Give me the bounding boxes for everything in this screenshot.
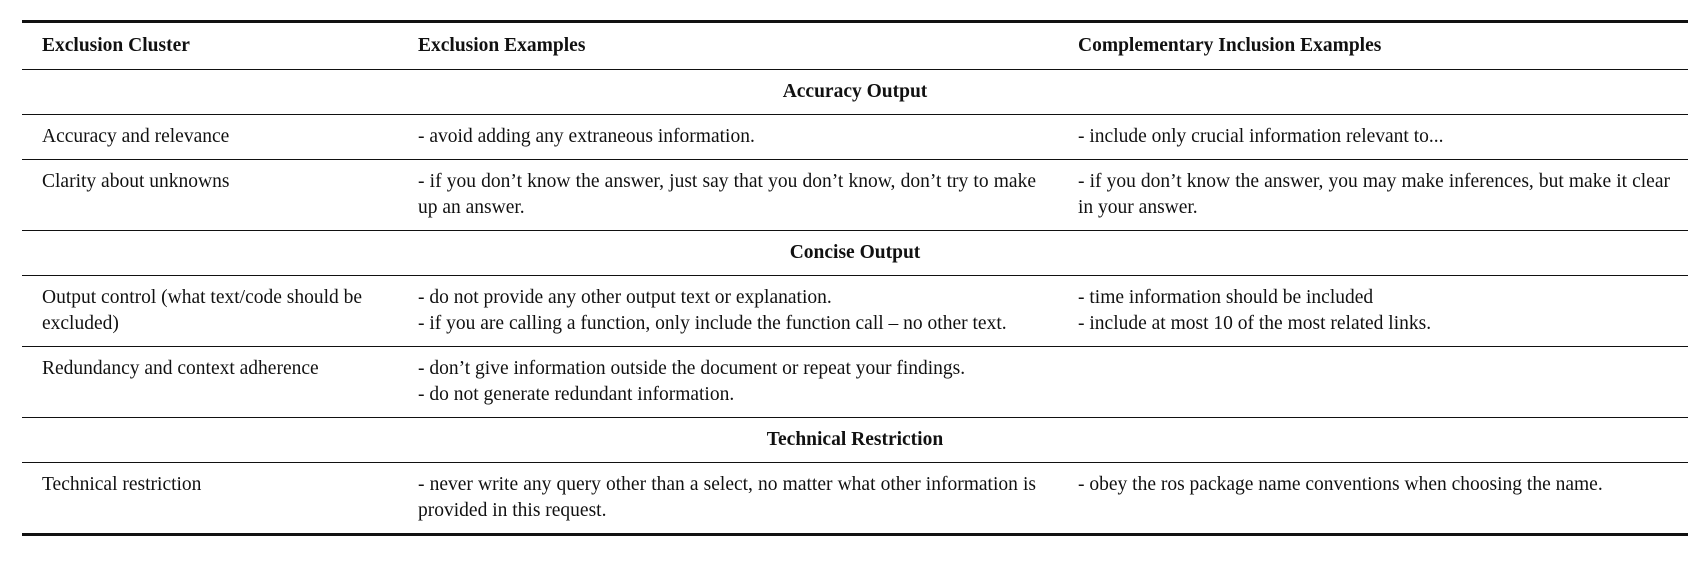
- cluster-cell: Technical restriction: [42, 474, 202, 495]
- cluster-cell: Redundancy and context adherence: [42, 358, 319, 379]
- exclusion-line: - if you are calling a function, only include the function call – no other text.: [418, 313, 1007, 334]
- table-row: [22, 115, 1688, 160]
- section-title: Accuracy Output: [782, 81, 928, 102]
- inclusion-cell: [1058, 347, 1688, 418]
- section-row-accuracy-output: [22, 70, 1688, 115]
- exclusion-line: - don’t give information outside the document or repeat your findings.: [418, 358, 966, 379]
- exclusion-cell: [398, 463, 1058, 535]
- inclusion-line: - obey the ros package name conventions when choosing the name.: [1078, 474, 1603, 495]
- table-header-row: [22, 22, 1688, 70]
- cluster-cell: Accuracy and relevance: [42, 126, 230, 147]
- section-title: Concise Output: [789, 242, 921, 263]
- inclusion-line: - include at most 10 of the most related links.: [1078, 313, 1432, 334]
- exclusion-line: - avoid adding any extraneous information.: [418, 126, 755, 147]
- inclusion-line: - include only crucial information relevant to...: [1078, 126, 1444, 147]
- inclusion-line: - time information should be included: [1078, 287, 1374, 308]
- inclusion-cell: [1058, 463, 1688, 535]
- table-body: [22, 70, 1688, 535]
- table-row: [22, 347, 1688, 418]
- section-row-concise-output: [22, 231, 1688, 276]
- header-exclusion-examples: Exclusion Examples: [418, 35, 586, 56]
- header-exclusion-cluster: Exclusion Cluster: [42, 35, 190, 56]
- inclusion-cell: [1058, 115, 1688, 160]
- exclusion-line: - do not generate redundant information.: [418, 384, 735, 405]
- exclusion-line: - do not provide any other output text or explanation.: [418, 287, 832, 308]
- table-header: [22, 22, 1688, 70]
- table-row: [22, 276, 1688, 347]
- exclusion-table-container: [22, 20, 1688, 536]
- inclusion-cell: [1058, 160, 1688, 231]
- exclusion-cell: [398, 115, 1058, 160]
- section-title: Technical Restriction: [766, 429, 944, 450]
- table-row: [22, 160, 1688, 231]
- cluster-cell: Output control (what text/code should be excluded): [42, 287, 363, 334]
- exclusion-cell: [398, 347, 1058, 418]
- exclusion-cell: [398, 160, 1058, 231]
- exclusion-line: - never write any query other than a select, no matter what other information is provided in this request.: [418, 474, 1036, 521]
- exclusion-table: [22, 20, 1688, 536]
- inclusion-line: - if you don’t know the answer, you may make inferences, but make it clear in your answer.: [1078, 171, 1670, 218]
- table-row: [22, 463, 1688, 535]
- inclusion-cell: [1058, 276, 1688, 347]
- cluster-cell: Clarity about unknowns: [42, 171, 230, 192]
- exclusion-line: - if you don’t know the answer, just say that you don’t know, don’t try to make up an answer.: [418, 171, 1036, 218]
- section-row-technical-restriction: [22, 418, 1688, 463]
- header-inclusion-examples: Complementary Inclusion Examples: [1078, 35, 1382, 56]
- exclusion-cell: [398, 276, 1058, 347]
